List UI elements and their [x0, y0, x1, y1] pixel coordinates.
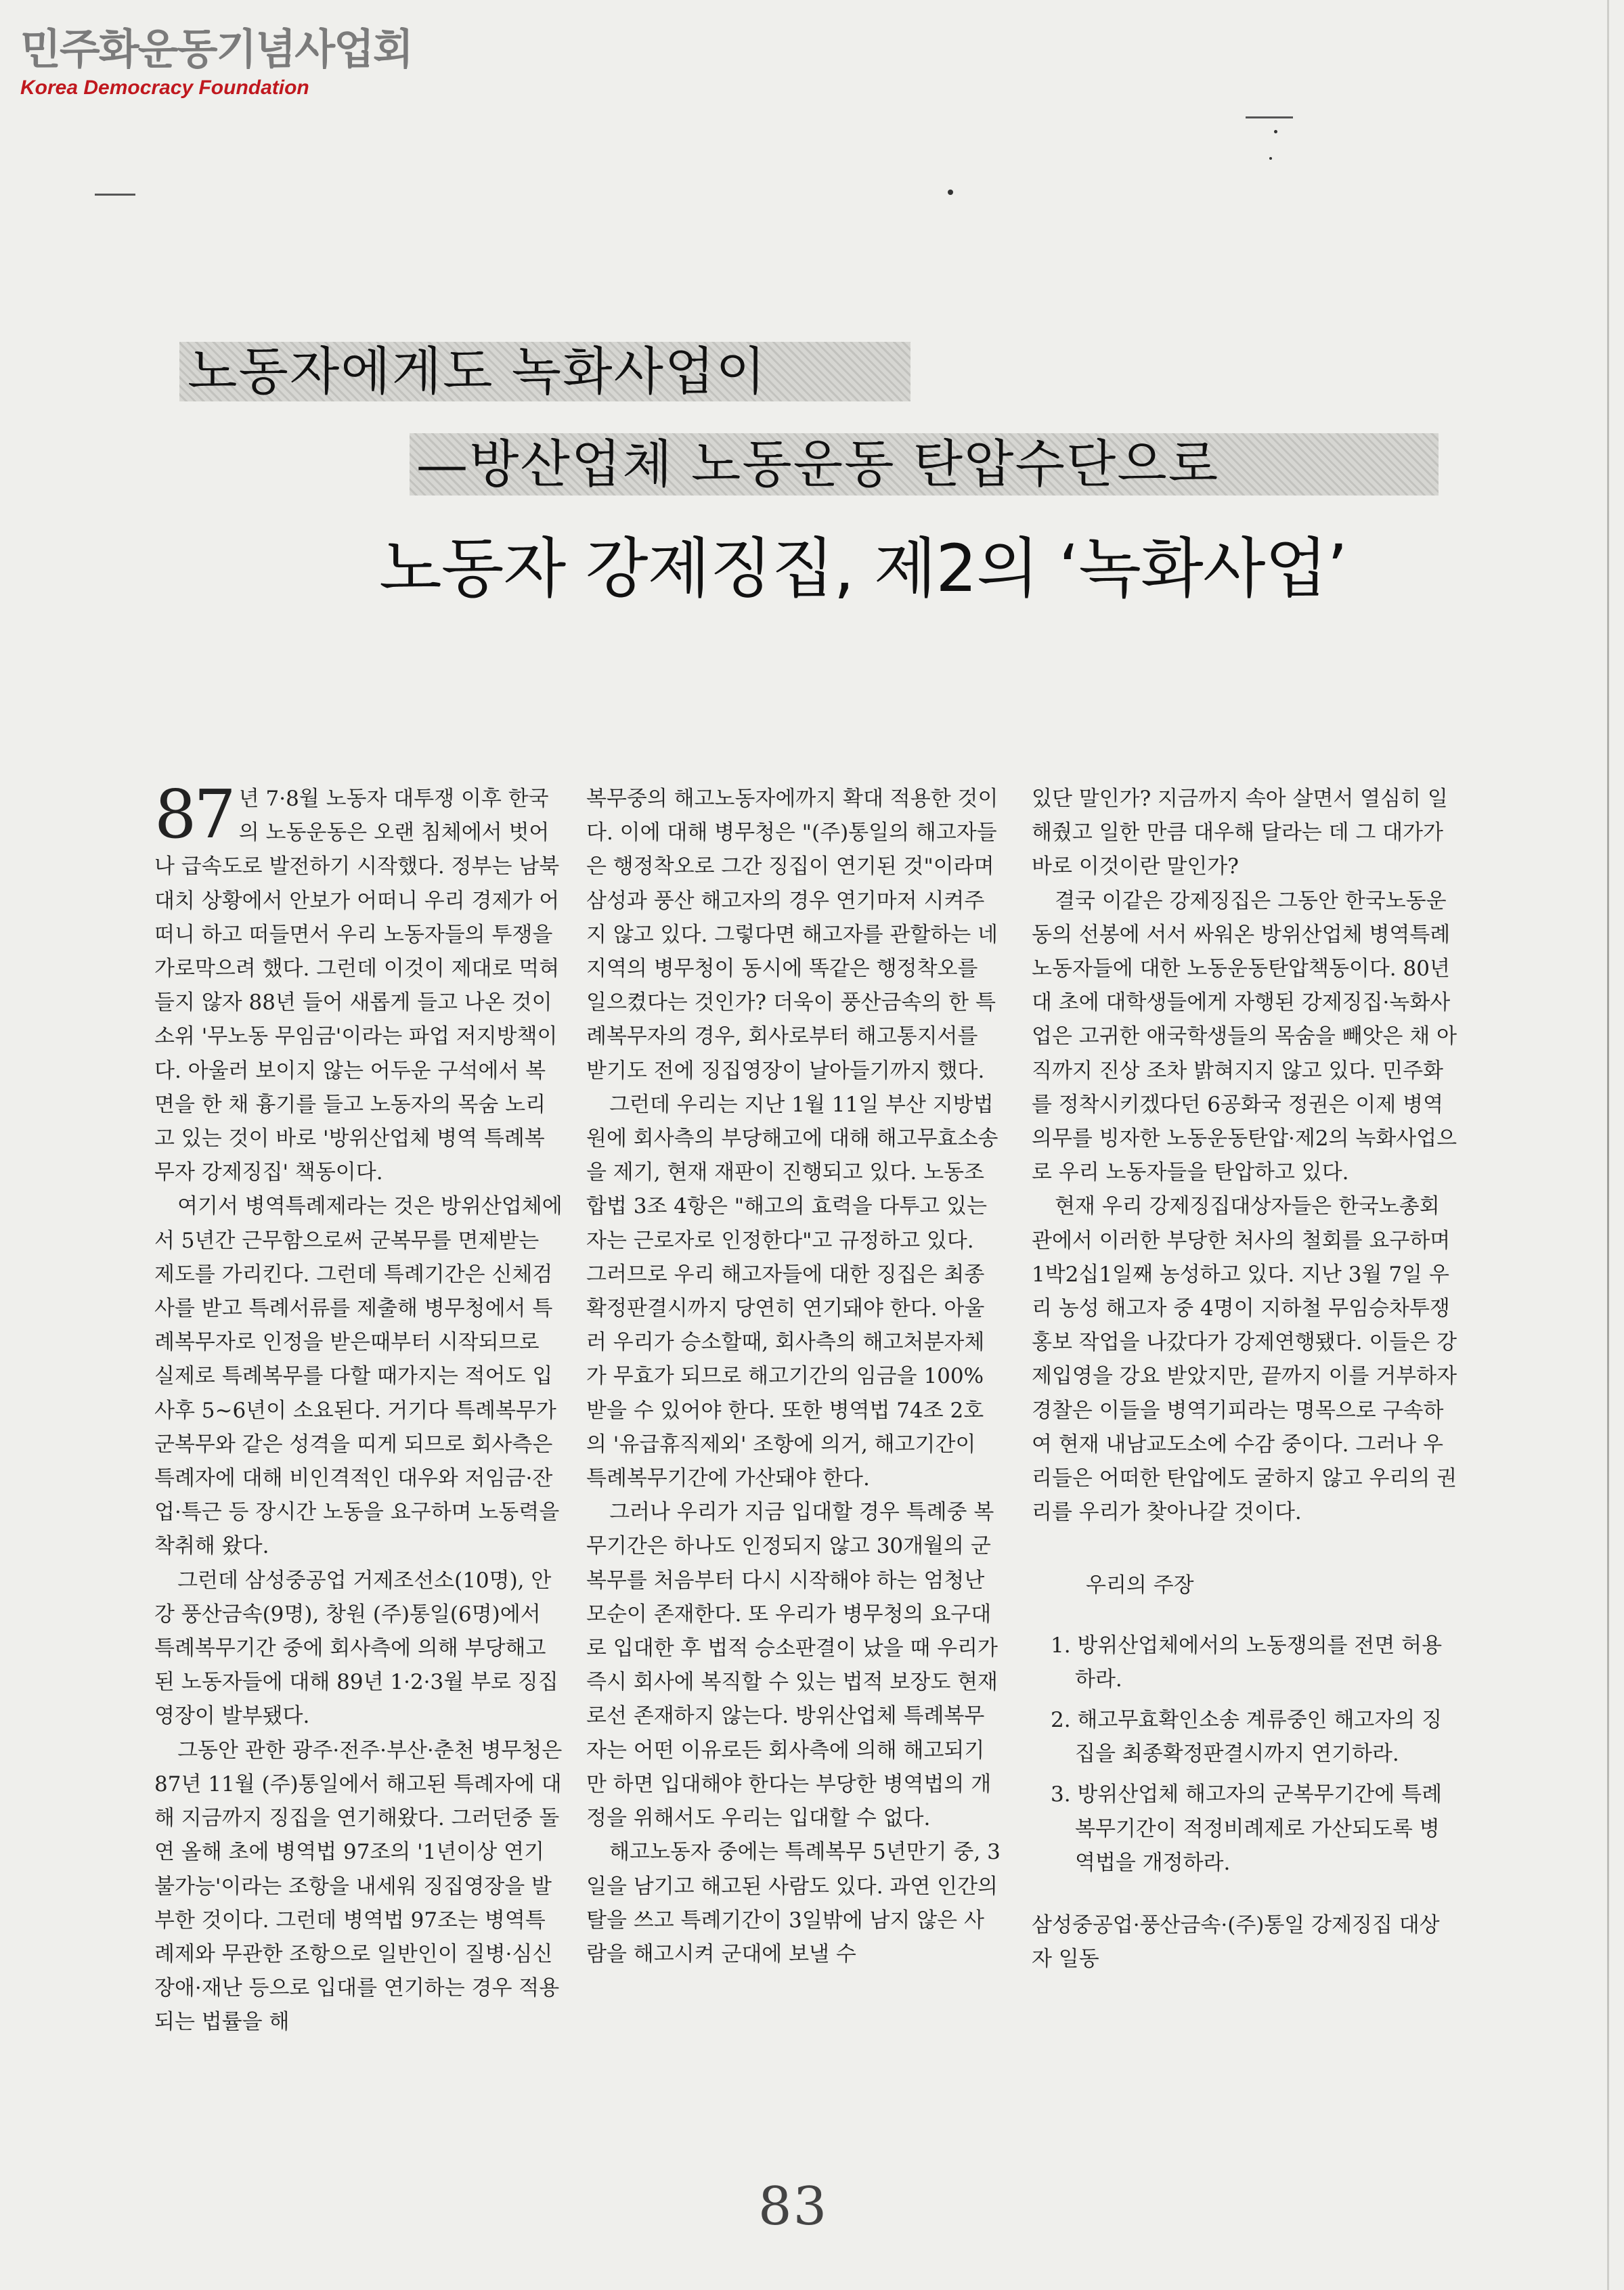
- column-2: [586, 782, 1001, 1971]
- watermark-logo: [20, 26, 412, 100]
- watermark-english: Korea Democracy Foundation: [20, 76, 309, 99]
- scan-edge: [1607, 0, 1609, 2290]
- drop-number: 87: [154, 776, 234, 854]
- paragraph: 그런데 우리는 지난 1월 11일 부산 지방법원에 회사측의 부당해고에 대해 해고무효소송을 제기, 현재 재판이 진행되고 있다. 노동조합법 3조 4항은 "해고의 효력을 다투고 있는 자는 근로자로 인정한다"고 규정하고 있다. 그러므로 우리 해고자들에 대한 징집은 최종확정판결시까지 당연히 연기돼야 한다. 아울러 우리가 승소할때, 회사측의 해고처분자체가 무효가 되므로 해고기간의 임금을 100%받을 수 있어야 한다. 또한 병역법 74조 2호의 '유급휴직제외' 조항에 의거, 해고기간이 특례복무기간에 가산돼야 한다.: [586, 1092, 998, 1491]
- scan-speck: [1274, 130, 1277, 133]
- paragraph: 해고노동자 중에는 특례복무 5년만기 중, 3일을 남기고 해고된 사람도 있다. 과연 인간의 탈을 쓰고 특례기간이 3일밖에 남지 않은 사람을 해고시켜 군대에 보낼 수: [586, 1840, 1001, 1966]
- paragraph: [154, 776, 564, 1189]
- demand-item: 3. 방위산업체 해고자의 군복무기간에 특례복무기간이 적정비례제로 가산되도록 병역법을 개정하라.: [1051, 1782, 1443, 1875]
- demand-item: 2. 해고무효확인소송 계류중인 해고자의 징집을 최종확정판결시까지 연기하라.: [1051, 1708, 1443, 1767]
- scan-mark: [95, 194, 135, 196]
- paragraph: 그동안 관한 광주·전주·부산·춘천 병무청은 87년 11월 (주)통일에서 해고된 특례자에 대해 지금까지 징집을 연기해왔다. 그러던중 돌연 올해 초에 병역법 97조의 '1년이상 연기 불가능'이라는 조항을 내세워 징집영장을 발부한 것이다. 그런데 병역법 97조는 병역특례제와 무관한 조항으로 일반인이 질병·심신장애·재난 등으로 입대를 연기하는 경우 적용되는 법률을 해: [154, 1738, 563, 2035]
- paragraph: 여기서 병역특례제라는 것은 방위산업체에서 5년간 근무함으로써 군복무를 면제받는 제도를 가리킨다. 그런데 특례기간은 신체검사를 받고 특례서류를 제출해 병무청에서 특례복무자로 인정을 받은때부터 시작되므로 실제로 특례복무를 다할 때가지는 적어도 입사후 5~6년이 소요된다. 거기다 특례복무가 군복무와 같은 성격을 띠게 되므로 회사측은 특례자에 대해 비인격적인 대우와 저임금·잔업·특근 등 장시간 노동을 요구하며 노동력을 착취해 왔다.: [154, 1194, 563, 1559]
- column-3: [1032, 782, 1460, 1977]
- page-number: 83: [758, 2176, 829, 2237]
- scan-speck: [948, 190, 953, 195]
- paragraph: 결국 이같은 강제징집은 그동안 한국노동운동의 선봉에 서서 싸워온 방위산업체 병역특례노동자들에 대한 노동운동탄압책동이다. 80년대 초에 대학생들에게 자행된 강제징집·녹화사업은 고귀한 애국학생들의 목숨을 빼앗은 채 아직까지 진상 조차 밝혀지지 않고 있다. 민주화를 정착시키겠다던 6공화국 정권은 이제 병역의무를 빙자한 노동운동탄압·제2의 녹화사업으로 우리 노동자들을 탄압하고 있다.: [1032, 888, 1457, 1185]
- watermark-name: 민주화운동기념사업회: [20, 24, 412, 74]
- article-headline: 노동자 강제징집, 제2의 ‘녹화사업’: [379, 531, 1347, 607]
- paragraph: 복무중의 해고노동자에까지 확대 적용한 것이다. 이에 대해 병무청은 "(주)통일의 해고자들은 행정착오로 그간 징집이 연기된 것"이라며 삼성과 풍산 해고자의 경우 연기마저 시켜주지 않고 있다. 그렇다면 해고자를 관할하는 네 지역의 병무청이 동시에 똑같은 행정착오를 일으켰다는 것인가? 더욱이 풍산금속의 한 특례복무자의 경우, 회사로부터 해고통지서를 받기도 전에 징집영장이 날아들기까지 했다.: [586, 787, 998, 1083]
- demand-item: 1. 방위산업체에서의 노동쟁의를 전면 허용하라.: [1051, 1633, 1443, 1692]
- article-title-line2: —방산업체 노동운동 탄압수단으로: [410, 433, 1439, 496]
- article-title-line1: 노동자에게도 녹화사업이: [179, 342, 910, 401]
- scan-mark: [1246, 116, 1293, 118]
- paragraph: 그런데 삼성중공업 거제조선소(10명), 안강 풍산금속(9명), 창원 (주)통일(6명)에서 특례복무기간 중에 회사측에 의해 부당해고된 노동자들에 대해 89년 1·2·3월 부로 징집영장이 발부됐다.: [154, 1568, 558, 1729]
- scan-speck: [1269, 157, 1272, 160]
- demands-title: 우리의 주장: [1086, 1573, 1194, 1598]
- paragraph: 그러나 우리가 지금 입대할 경우 특례중 복무기간은 하나도 인정되지 않고 30개월의 군복무를 처음부터 다시 시작해야 하는 엄청난 모순이 존재한다. 또 우리가 병무청의 요구대로 입대한 후 법적 승소판결이 났을 때 우리가 즉시 회사에 복직할 수 있는 법적 보장도 현재로선 존재하지 않는다. 방위산업체 특례복무자는 어떤 이유로든 회사측에 의해 해고되기만 하면 입대해야 한다는 부당한 병역법의 개정을 위해서도 우리는 입대할 수 없다.: [586, 1500, 998, 1831]
- signature: 삼성중공업·풍산금속·(주)통일 강제징집 대상자 일동: [1032, 1913, 1440, 1972]
- paragraph-text: 년 7·8월 노동자 대투쟁 이후 한국의 노동운동은 오랜 침체에서 벗어나 급속도로 발전하기 시작했다. 정부는 남북대치 상황에서 안보가 어떠니 우리 경제가 어떠니 하고 떠들면서 우리 노동자들의 투쟁을 가로막으려 했다. 그런데 이것이 제대로 먹혀들지 않자 88년 들어 새롭게 들고 나온 것이 소위 '무노동 무임금'이라는 파업 저지방책이다. 아울러 보이지 않는 어두운 구석에서 복면을 한 채 흉기를 들고 노동자의 목숨 노리고 있는 것이 바로 '방위산업체 병역 특례복무자 강제징집' 책동이다.: [154, 787, 560, 1185]
- paragraph: 현재 우리 강제징집대상자들은 한국노총회관에서 이러한 부당한 처사의 철회를 요구하며 1박2십1일째 농성하고 있다. 지난 3월 7일 우리 농성 해고자 중 4명이 지하철 무임승차투쟁 홍보 작업을 나갔다가 강제연행됐다. 이들은 강제입영을 강요 받았지만, 끝까지 이를 거부하자 경찰은 이들을 병역기피라는 명목으로 구속하여 현재 내남교도소에 수감 중이다. 그러나 우리들은 어떠한 탄압에도 굴하지 않고 우리의 권리를 우리가 찾아나갈 것이다.: [1032, 1194, 1457, 1525]
- column-1: [154, 776, 564, 2040]
- paragraph: 있단 말인가? 지금까지 속아 살면서 열심히 일해줬고 일한 만큼 대우해 달라는 데 그 대가가 바로 이것이란 말인가?: [1032, 787, 1448, 879]
